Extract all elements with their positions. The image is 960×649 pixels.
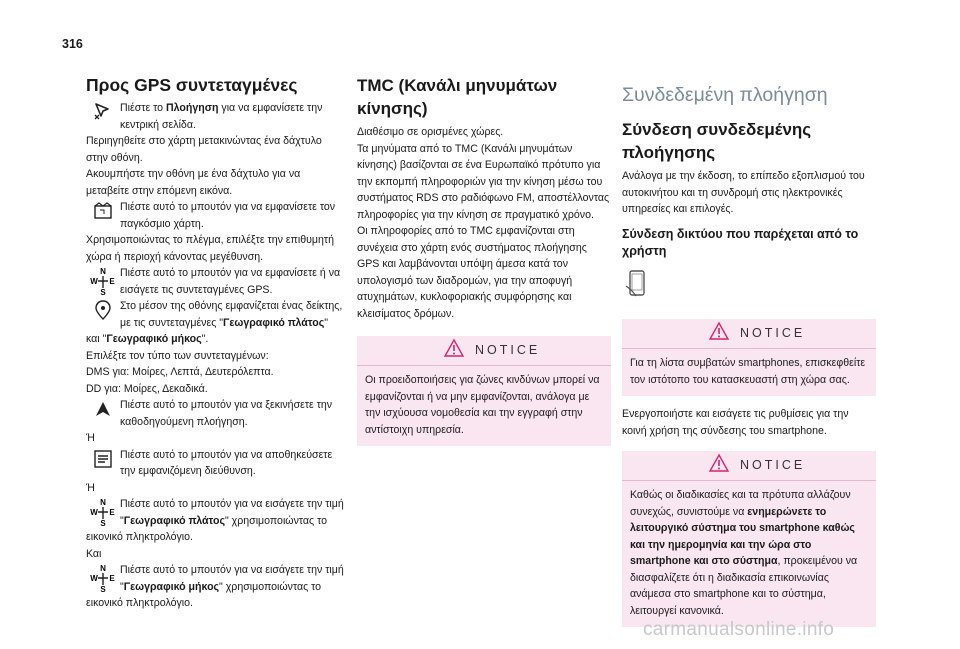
and-text: Και (86, 547, 102, 560)
svg-text:S: S (100, 519, 106, 528)
notice-text-bold: ενημερώνετε το λειτουργικό σύστημα του smartphone καθώς και την ημερομηνία και την ώρα στο smartphone και στο σύστημα (630, 505, 855, 567)
warning-triangle-icon (708, 321, 730, 346)
notice-label: NOTICE (740, 326, 806, 341)
notice-text: Για τη λίστα συμβατών smartphones, επισκεφθείτε τον ιστότοπο του κατασκευαστή στη χώρα σας. (630, 357, 866, 386)
svg-text:W: W (90, 508, 98, 517)
start-instruction (86, 397, 344, 430)
svg-text:E: E (109, 277, 115, 286)
pin-and: και " (86, 333, 107, 345)
svg-text:E: E (109, 574, 115, 583)
map-text: Πιέστε αυτό το μπουτόν για να εμφανίσετε τον παγκόσμιο χάρτη. (120, 201, 336, 230)
or-text: Ή (86, 481, 95, 494)
subsection-heading: Σύνδεση δικτύου που παρέχεται από το χρήστη (622, 226, 859, 258)
map-instruction (86, 199, 344, 232)
column-tmc (357, 74, 611, 446)
notice-box (622, 451, 876, 627)
paragraph: Χρησιμοποιώντας το πλέγμα, επιλέξτε την επιθυμητή χώρα ή περιοχή κάνοντας μεγέθυνση. (86, 234, 334, 263)
paragraph: Ανάλογα με την έκδοση, το επίπεδο εξοπλισμού του αυτοκινήτου και τη συνδρομή στις ηλεκτρονικές υπηρεσίες και επιλογές. (622, 170, 865, 215)
svg-text:W: W (90, 574, 98, 583)
latitude-term: Γεωγραφικό πλάτος (223, 316, 325, 329)
world-map-icon (86, 199, 120, 222)
notice-text-c: , προκειμένου να διασφαλίζετε ότι η διαδικασία επικοινωνίας ανάμεσα στο smartphone και το σύστημα, λειτουργεί κανονικά. (630, 555, 858, 617)
page-number: 316 (62, 37, 83, 51)
longitude-term: Γεωγραφικό μήκος (106, 333, 202, 345)
latitude-instruction (86, 496, 344, 529)
lon-text: Πιέστε αυτό το μπουτόν για να εισάγετε την τιμή " (120, 564, 344, 593)
svg-text:N: N (100, 564, 106, 573)
paragraph: Ενεργοποιήστε και εισάγετε τις ρυθμίσεις για την κοινή χρήση της σύνδεσης του smartphone. (622, 408, 849, 437)
lat-term: Γεωγραφικό πλάτος (123, 514, 225, 527)
notice-box (622, 319, 876, 396)
save-instruction (86, 447, 344, 480)
location-pin-icon (86, 298, 120, 321)
start-navigation-icon (86, 397, 120, 420)
nav-instruction (86, 100, 344, 133)
pin-text: Στο μέσον της οθόνης εμφανίζεται ένας δείκτης, με τις συντεταγμένες " (120, 300, 343, 329)
compass-coordinates-icon (86, 562, 120, 593)
paragraph: Περιηγηθείτε στο χάρτη μετακινώντας ένα δάχτυλο στην οθόνη. (86, 135, 322, 164)
lat-text: Πιέστε αυτό το μπουτόν για να εισάγετε την τιμή " (120, 498, 344, 527)
notice-box (357, 336, 611, 446)
watermark: carmanualsonline.info (643, 619, 835, 640)
svg-text:N: N (100, 267, 106, 276)
paragraph: Επιλέξτε τον τύπο των συντεταγμένων: (86, 349, 269, 362)
paragraph: Διαθέσιμο σε ορισμένες χώρες. (357, 126, 504, 138)
notice-text: Οι προειδοποιήσεις για ζώνες κινδύνων μπορεί να εμφανίζονται ή να μην εμφανίζονται, ανάλογα με την ισχύουσα νομοθεσία και την εγγραφή στην αντίστοιχη υπηρεσία. (365, 374, 600, 436)
paragraph: εικονικό πληκτρολόγιο. (86, 531, 193, 543)
svg-text:N: N (100, 498, 106, 507)
paragraph: DMS για: Μοίρες, Λεπτά, Δευτερόλεπτα. (86, 366, 274, 378)
notice-text (630, 487, 868, 619)
svg-text:S: S (100, 288, 106, 297)
column-gps-coordinates (86, 74, 344, 612)
nav-bold: Πλοήγηση (166, 102, 219, 114)
lat-text-rest: " χρησιμοποιώντας το (224, 514, 327, 527)
lon-term: Γεωγραφικό μήκος (123, 580, 220, 593)
paragraph: Τα μηνύματα από το TMC (Κανάλι μηνυμάτων κίνησης) βασίζονται σε ένα Ευρωπαϊκό πρότυπο για την εκπομπή πληροφοριών για την κίνηση μέσω του συστήματος RDS στο ραδιόφωνο FM, αποστέλλοντας πληροφορίες για την κίνηση σε πραγματικό χρόνο. (357, 142, 610, 221)
compass-coordinates-icon (86, 496, 120, 527)
svg-text:E: E (109, 508, 115, 517)
column-connected-navigation (622, 74, 876, 627)
warning-triangle-icon (443, 338, 465, 363)
section-heading: TMC (Κανάλι μηνυμάτων κίνησης) (357, 76, 558, 118)
svg-text:S: S (100, 585, 106, 594)
gps-instruction (86, 265, 344, 298)
pin-instruction (86, 298, 344, 331)
notice-label: NOTICE (740, 458, 806, 473)
nav-text-rest: για να εμφανίσετε την κεντρική σελίδα. (120, 102, 323, 131)
pin-end: ". (201, 333, 209, 345)
chapter-title: Συνδεδεμένη πλοήγηση (622, 84, 828, 106)
or-text: Ή (86, 432, 95, 444)
smartphone-icon (622, 268, 876, 306)
gps-text: Πιέστε αυτό το μπουτόν για να εμφανίσετε ή να εισάγετε τις συντεταγμένες GPS. (120, 267, 341, 296)
nav-text: Πιέστε το (120, 102, 164, 114)
paragraph: εικονικό πληκτρολόγιο. (86, 597, 193, 609)
save-address-icon (86, 447, 120, 470)
start-text: Πιέστε αυτό το μπουτόν για να ξεκινήσετε την καθοδηγούμενη πλοήγηση. (120, 399, 333, 428)
pin-continuation (86, 331, 344, 348)
longitude-instruction (86, 562, 344, 595)
section-heading: Σύνδεση συνδεδεμένης πλοήγησης (622, 120, 812, 162)
save-text: Πιέστε αυτό το μπουτόν για να αποθηκεύσετε την εμφανιζόμενη διεύθυνση. (120, 448, 333, 477)
navigation-arrow-icon (86, 100, 120, 121)
notice-text-a: Καθώς οι διαδικασίες και τα πρότυπα αλλάζουν συνεχώς, συνιστούμε να (630, 489, 851, 518)
paragraph: Ακουμπήστε την οθόνη με ένα δάχτυλο για να μεταβείτε στην επόμενη εικόνα. (86, 168, 301, 197)
paragraph: Οι πληροφορίες από το TMC εμφανίζονται στη συνέχεια στο χάρτη ενός συστήματος πλοήγησης GPS και λαμβάνονται υπόψη άμεσα κατά τον υπολογισμό των διαδρομών, για την αποφυγή ατυχημάτων, κυκλοφοριακής συμφόρησης και κλεισίματος δρόμων. (357, 225, 587, 320)
section-heading: Προς GPS συντεταγμένες (86, 75, 298, 95)
paragraph: DD για: Μοίρες, Δεκαδικά. (86, 382, 208, 395)
lon-text-rest: " χρησιμοποιώντας το (219, 580, 322, 593)
pin-quote: " (324, 316, 328, 329)
warning-triangle-icon (708, 453, 730, 478)
notice-label: NOTICE (475, 343, 541, 358)
svg-text:W: W (90, 277, 98, 286)
compass-coordinates-icon (86, 265, 120, 296)
